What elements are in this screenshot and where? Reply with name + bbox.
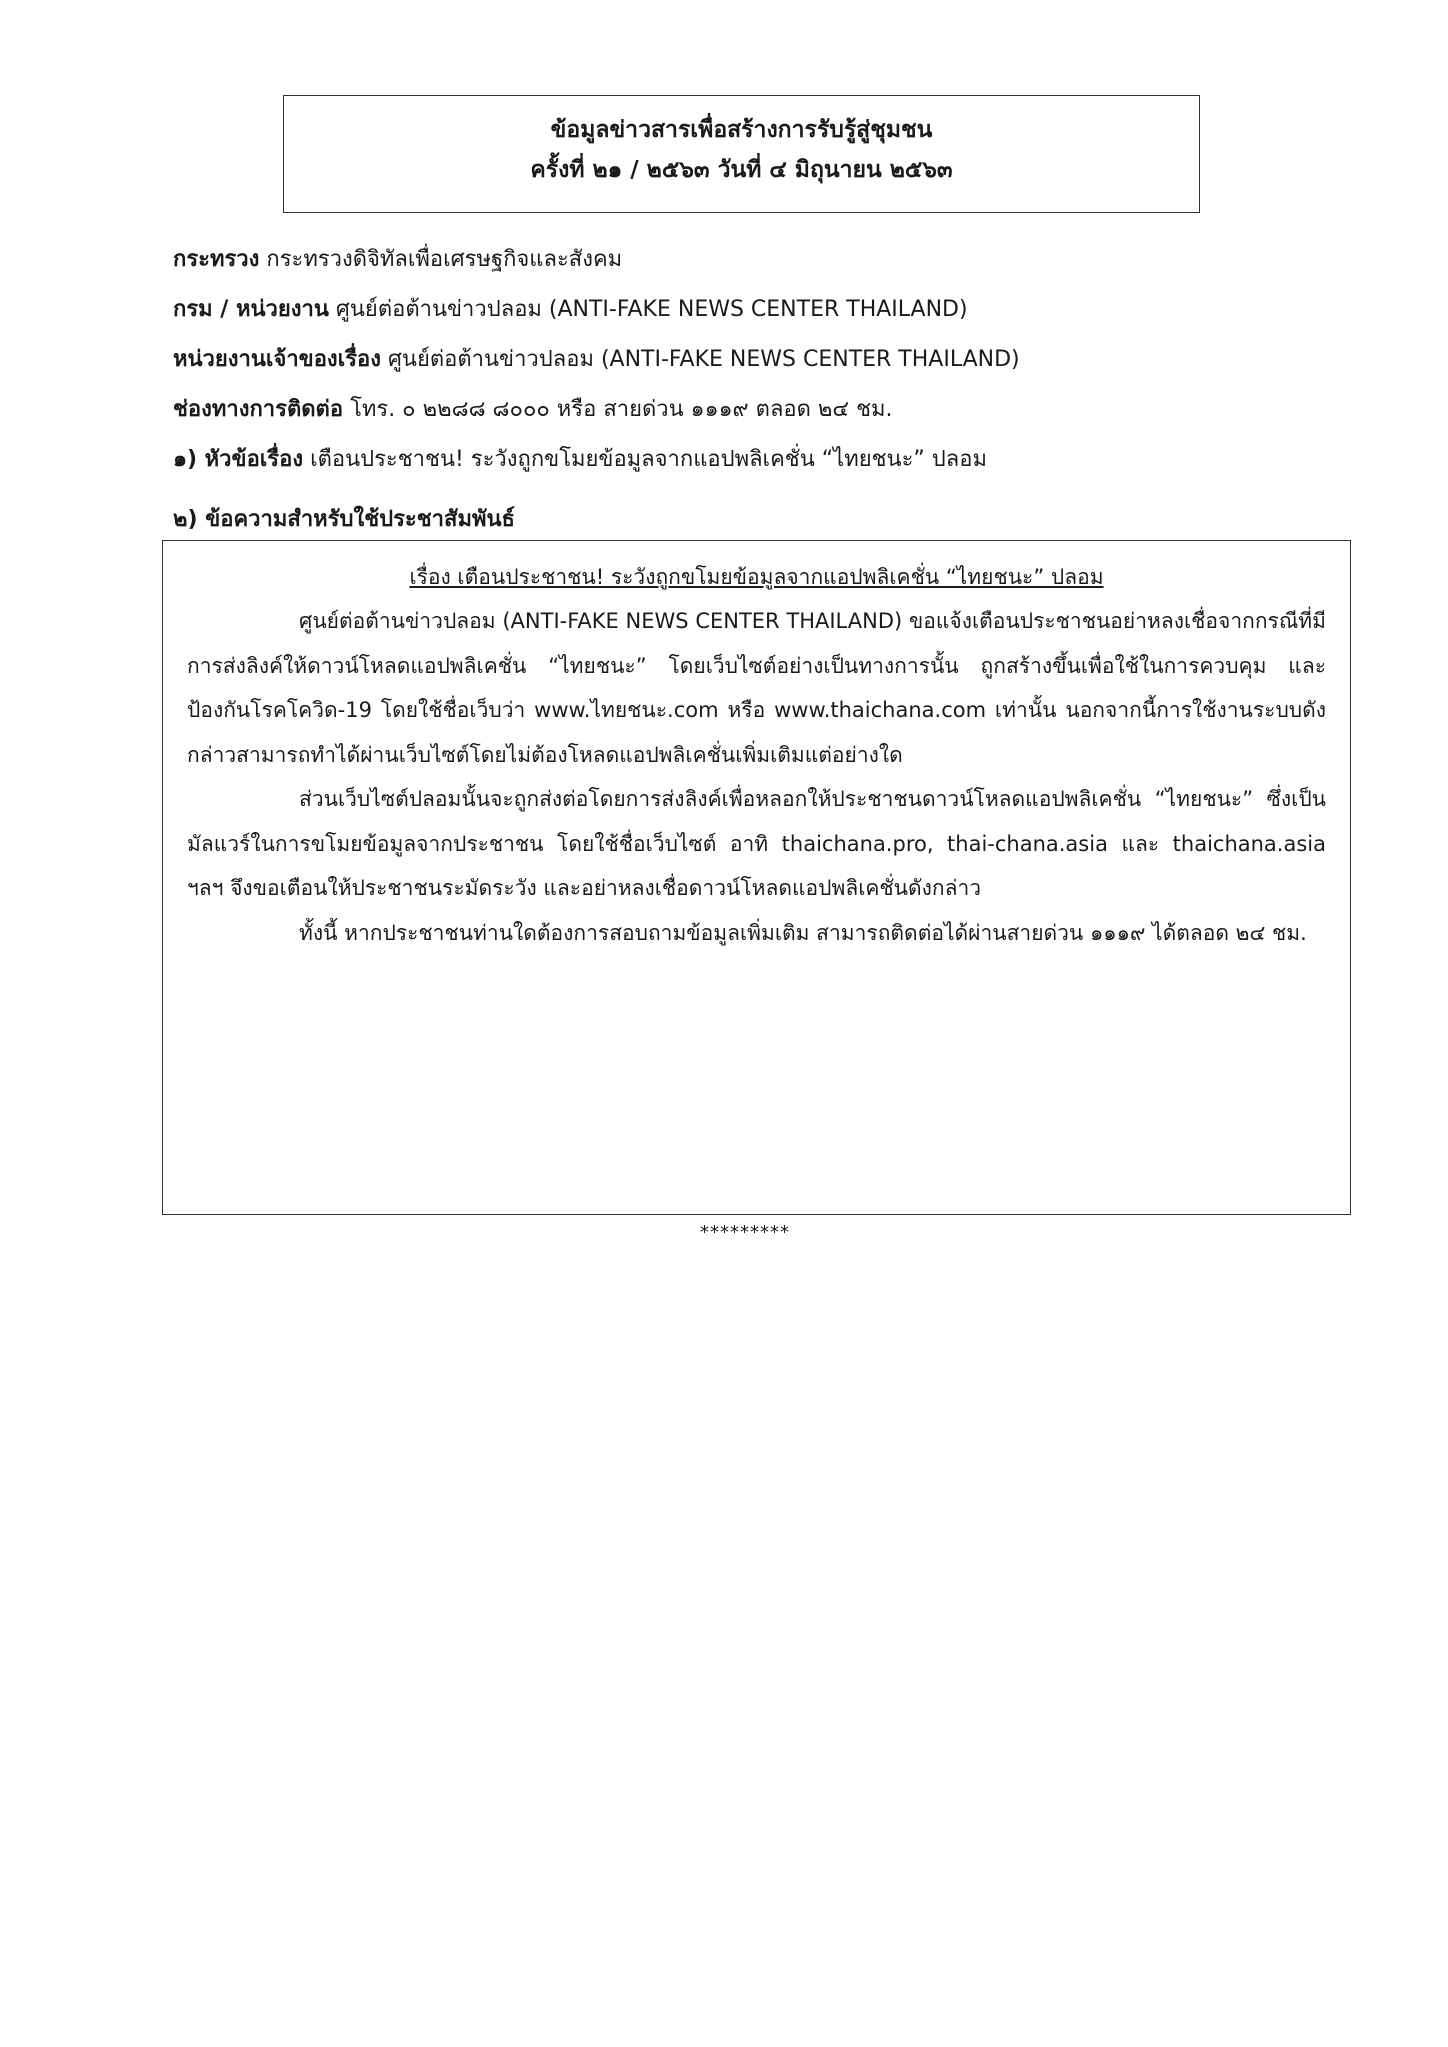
header-box [283, 95, 1200, 213]
contact-label: ช่องทางการติดต่อ [173, 397, 344, 422]
department-line [173, 290, 1293, 340]
topic-value: เตือนประชาชน! ระวังถูกขโมยข้อมูลจากแอปพลิเคชั่น “ไทยชนะ” ปลอม [310, 447, 987, 472]
owner-value: ศูนย์ต่อต้านข่าวปลอม (ANTI-FAKE NEWS CENTER THAILAND) [387, 347, 1020, 372]
message-box [162, 540, 1351, 1215]
paragraph-1: ศูนย์ต่อต้านข่าวปลอม (ANTI-FAKE NEWS CENTER THAILAND) ขอแจ้งเตือนประชาชนอย่าหลงเชื่อจากกรณีที่มีการส่งลิงค์ให้ดาวน์โหลดแอปพลิเคชั่น “ไทยชนะ” โดยเว็บไซต์อย่างเป็นทางการนั้น ถูกสร้างขึ้นเพื่อใช้ในการควบคุม และป้องกันโรคโควิด-19 โดยใช้ชื่อเว็บว่า www.ไทยชนะ.com หรือ www.thaichana.com เท่านั้น นอกจากนี้การใช้งานระบบดังกล่าวสามารถทำได้ผ่านเว็บไซต์โดยไม่ต้องโหลดแอปพลิเคชั่นเพิ่มเติมแต่อย่างใด [187, 609, 1326, 767]
header-issue-date: ครั้งที่ ๒๑ / ๒๕๖๓ วันที่ ๔ มิถุนายน ๒๕๖๓ [530, 157, 953, 183]
department-value: ศูนย์ต่อต้านข่าวปลอม (ANTI-FAKE NEWS CENTER THAILAND) [335, 297, 968, 322]
contact-line [173, 390, 1293, 440]
message-title: เรื่อง เตือนประชาชน! ระวังถูกขโมยข้อมูลจากแอปพลิเคชั่น “ไทยชนะ” ปลอม [409, 565, 1104, 589]
department-label: กรม / หน่วยงาน [173, 297, 329, 322]
owner-line [173, 340, 1293, 390]
header-title: ข้อมูลข่าวสารเพื่อสร้างการรับรู้สู่ชุมชน [550, 117, 933, 143]
ministry-line [173, 240, 1293, 290]
topic-label: ๑) หัวข้อเรื่อง [173, 447, 304, 472]
paragraph-2: ส่วนเว็บไซต์ปลอมนั้นจะถูกส่งต่อโดยการส่งลิงค์เพื่อหลอกให้ประชาชนดาวน์โหลดแอปพลิเคชั่น “ไทยชนะ” ซึ่งเป็นมัลแวร์ในการขโมยข้อมูลจากประชาชน โดยใช้ชื่อเว็บไซต์ อาทิ thaichana.pro, thai-chana.asia และ thaichana.asia ฯลฯ จึงขอเตือนให้ประชาชนระมัดระวัง และอย่าหลงเชื่อดาวน์โหลดแอปพลิเคชั่นดังกล่าว [187, 787, 1326, 900]
ministry-value: กระทรวงดิจิทัลเพื่อเศรษฐกิจและสังคม [266, 247, 623, 272]
ministry-label: กระทรวง [173, 247, 260, 272]
paragraph-3: ทั้งนี้ หากประชาชนท่านใดต้องการสอบถามข้อมูลเพิ่มเติม สามารถติดต่อได้ผ่านสายด่วน ๑๑๑๙ ได้ตลอด ๒๔ ชม. [299, 920, 1307, 945]
end-marker: ********* [700, 1222, 790, 1243]
owner-label: หน่วยงานเจ้าของเรื่อง [173, 347, 381, 372]
topic-line [173, 440, 1293, 490]
contact-value: โทร. ๐ ๒๒๘๘ ๘๐๐๐ หรือ สายด่วน ๑๑๑๙ ตลอด ๒๔ ชม. [350, 397, 893, 422]
section2-title: ๒) ข้อความสำหรับใช้ประชาสัมพันธ์ [173, 507, 515, 532]
meta-section [173, 240, 1293, 490]
